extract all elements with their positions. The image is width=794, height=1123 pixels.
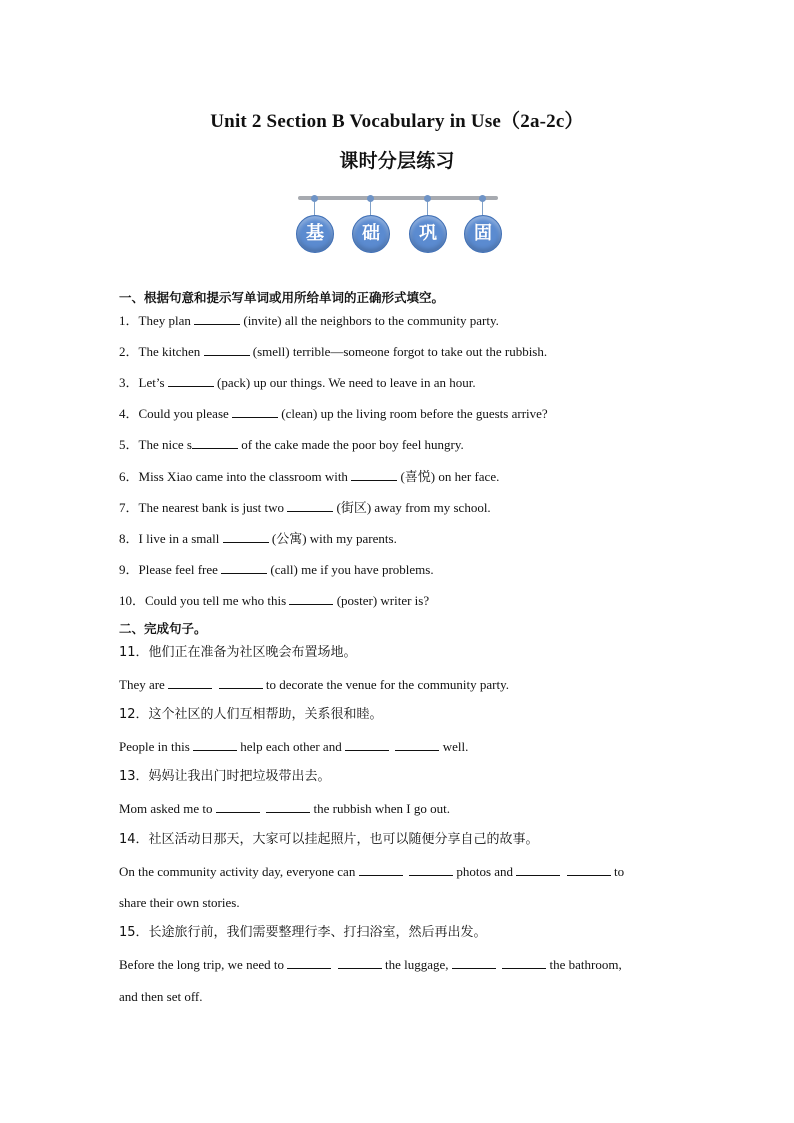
- banner-node: [464, 195, 502, 253]
- answer-blank[interactable]: [516, 864, 560, 876]
- question-4: 4．Could you please (clean) up the living room before the guests arrive?: [119, 406, 548, 421]
- page-subtitle: 课时分层练习: [339, 150, 455, 172]
- question-15-continued: and then set off.: [119, 989, 203, 1004]
- question-6: 6．Miss Xiao came into the classroom with (喜悦) on her face.: [119, 469, 500, 484]
- banner-char: 础: [352, 215, 390, 253]
- answer-blank[interactable]: [287, 957, 331, 969]
- question-7: 7．The nearest bank is just two (街区) away from my school.: [119, 500, 491, 515]
- answer-blank[interactable]: [204, 344, 250, 356]
- question-1: 1．They plan (invite) all the neighbors to the community party.: [119, 313, 499, 328]
- answer-blank[interactable]: [192, 437, 238, 449]
- question-10: 10．Could you tell me who this (poster) writer is?: [119, 593, 430, 608]
- question-2: 2．The kitchen (smell) terrible—someone forgot to take out the rubbish.: [119, 344, 548, 359]
- banner-node: [409, 195, 447, 253]
- answer-blank[interactable]: [266, 801, 310, 813]
- question-14-chinese: 14．社区活动日那天，大家可以挂起照片，也可以随便分享自己的故事。: [119, 832, 539, 847]
- foundation-banner: [296, 195, 502, 255]
- answer-blank[interactable]: [232, 406, 278, 418]
- question-11: They are to decorate the venue for the community party.: [119, 677, 510, 692]
- question-15-chinese: 15．长途旅行前，我们需要整理行李、打扫浴室，然后再出发。: [119, 925, 487, 940]
- answer-blank[interactable]: [338, 957, 382, 969]
- answer-blank[interactable]: [216, 801, 260, 813]
- answer-blank[interactable]: [168, 375, 214, 387]
- answer-blank[interactable]: [287, 500, 333, 512]
- answer-blank[interactable]: [359, 864, 403, 876]
- answer-blank[interactable]: [289, 593, 333, 605]
- page-title: Unit 2 Section B Vocabulary in Use（2a-2c）: [210, 111, 584, 132]
- question-12: People in this help each other and well.: [119, 739, 469, 754]
- question-12-chinese: 12．这个社区的人们互相帮助，关系很和睦。: [119, 707, 383, 722]
- answer-blank[interactable]: [351, 469, 397, 481]
- answer-blank[interactable]: [567, 864, 611, 876]
- answer-blank[interactable]: [193, 739, 237, 751]
- question-9: 9．Please feel free (call) me if you have problems.: [119, 562, 434, 577]
- question-8: 8．I live in a small (公寓) with my parents.: [119, 531, 397, 546]
- banner-node: [296, 195, 334, 253]
- answer-blank[interactable]: [194, 313, 240, 325]
- banner-char: 固: [464, 215, 502, 253]
- answer-blank[interactable]: [345, 739, 389, 751]
- answer-blank[interactable]: [409, 864, 453, 876]
- answer-blank[interactable]: [395, 739, 439, 751]
- question-3: 3．Let’s (pack) up our things. We need to leave in an hour.: [119, 375, 476, 390]
- question-11-chinese: 11．他们正在准备为社区晚会布置场地。: [119, 645, 357, 660]
- question-14-continued: share their own stories.: [119, 895, 240, 910]
- answer-blank[interactable]: [221, 562, 267, 574]
- banner-char: 巩: [409, 215, 447, 253]
- question-15: Before the long trip, we need to the luggage, the bathroom,: [119, 957, 622, 972]
- banner-char: 基: [296, 215, 334, 253]
- question-13: Mom asked me to the rubbish when I go out.: [119, 801, 450, 816]
- answer-blank[interactable]: [168, 677, 212, 689]
- answer-blank[interactable]: [223, 531, 269, 543]
- section-2-heading: 二、完成句子。: [119, 621, 207, 636]
- question-13-chinese: 13．妈妈让我出门时把垃圾带出去。: [119, 769, 331, 784]
- banner-node: [352, 195, 390, 253]
- answer-blank[interactable]: [219, 677, 263, 689]
- answer-blank[interactable]: [452, 957, 496, 969]
- section-1-heading: 一、根据句意和提示写单词或用所给单词的正确形式填空。: [119, 290, 445, 305]
- question-14: On the community activity day, everyone can photos and to: [119, 864, 625, 879]
- question-5: 5．The nice s of the cake made the poor boy feel hungry.: [119, 437, 464, 452]
- answer-blank[interactable]: [502, 957, 546, 969]
